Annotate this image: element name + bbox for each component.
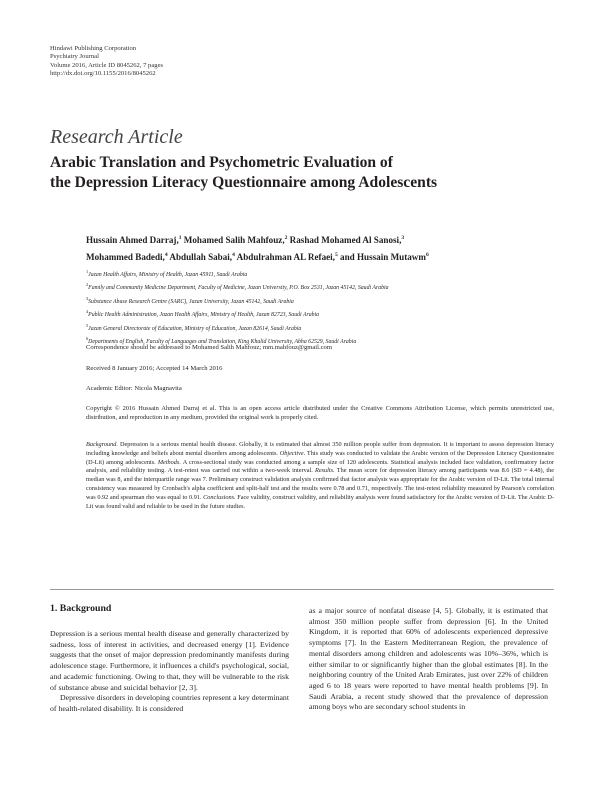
article-type: Research Article [50, 126, 183, 148]
affiliation: $^2$Family and Community Medicine Department, Faculty of Medicine, Jazan University, P.O. Box 2531, Jazan 45142, Saudi Arabia [86, 282, 389, 292]
section-heading: 1. Background [50, 603, 112, 614]
section-divider [50, 589, 554, 590]
volume-info: Volume 2016, Article ID 8045262, 7 pages [50, 61, 164, 69]
abstract-text: The mean score for depression literacy among participants was 8.6 (SD = 4.48), the median was 8, and the interquartile range was 7. Preliminary construct validation analysis confirmed that factor analysis was appropriate for the Arabic version of D-Lit. The total internal consistency was measured by Cronbach's alpha coefficient and split-half test and the results were 0.78 and 0.71, respectively. The test-retest reliability measured by Pearson's correlation was 0.92 and spearman rho was equal to 0.91. [86, 467, 555, 501]
academic-editor: Academic Editor: Nicola Magnavita [86, 385, 182, 392]
publisher: Hindawi Publishing Corporation [50, 45, 137, 52]
paragraph: Depression is a serious mental health disease and generally characterized by sadness, loss of interest in activities, and decreased energy [1]. Evidence suggests that the onset of major depression predominantly manifests during adolescence stage. Furthermore, it influences a child's psychological, social, and academic functioning. Owing to that, they will be vulnerable to the risk of substance abuse and suicidal behavior [2, 3]. [50, 629, 289, 692]
affiliation: $^3$Substance Abuse Research Centre (SARC), Jazan University, Jazan 45142, Saudi Arabia [86, 295, 294, 305]
author: Mohammed Badedi,$^4$ [86, 251, 168, 262]
abstract-text: Face validity, construct validity, and reliability analysis were found satisfactory for the Arabic version of D-Lit. The Arabic D-Lit was found valid and reliable to be used in the future studies. [86, 493, 555, 510]
title-line-1: Arabic Translation and Psychometric Evaluation of [50, 154, 393, 171]
affiliation: $^5$Jazan General Directorate of Education, Ministry of Education, Jazan 82614, Saudi Arabia [86, 322, 302, 332]
author-list [86, 231, 556, 264]
abstract-label: Objective. [279, 449, 306, 457]
abstract-label: Conclusions. [203, 493, 236, 501]
journal-name: Psychiatry Journal [50, 53, 99, 61]
author: Hussain Ahmed Darraj,$^1$ [86, 235, 182, 246]
affiliation: $^6$Departments of English, Faculty of Languages and Translation, King Khalid University, Abha 62529, Saudi Arabia [86, 336, 357, 346]
paragraph: Depressive disorders in developing countries represent a key determinant of health-related disability. It is considered [50, 693, 289, 713]
abstract-text: A cross-sectional study was conducted among a sample size of 120 adolescents. Statistical analysis included face validation, confirmatory factor analysis, and reliability testing. A test-retest was carried out within a two-week interval. [86, 458, 555, 475]
body-column-left [50, 629, 289, 715]
abstract-label: Background. [86, 441, 118, 448]
abstract-text: Depression is a serious mental health disease. Globally, it is estimated that almost 350 million people suffer from depression. It is important to assess depression literacy including knowledge and beliefs about mental disorders among adolescents. [86, 441, 554, 457]
doi-link[interactable]: http://dx.doi.org/10.1155/2016/8045262 [50, 70, 156, 78]
title-line-2: the Depression Literacy Questionnaire among Adolescents [50, 174, 438, 191]
author: and Hussain Mutawm$^6$ [340, 251, 429, 262]
abstract-text: This study was conducted to validate the Arabic version of the Depression Literacy Questionnaire (D-Lit) among adolescents. [86, 449, 555, 466]
abstract [86, 441, 554, 511]
abstract-label: Results. [315, 467, 335, 475]
affiliation: $^4$Public Health Administration, Jazan Health Affairs, Ministry of Health, Jazan 82723, Saudi Arabia [86, 309, 320, 319]
author: Mohamed Salih Mahfouz,$^2$ [183, 235, 288, 246]
correspondence: Correspondence should be addressed to Mohamed Salih Mahfouz; mm.mahfouz@gmail.com [86, 344, 332, 351]
affiliations [86, 267, 556, 348]
journal-info [50, 45, 350, 79]
copyright-notice: Copyright © 2016 Hussain Ahmed Darraj et al. This is an open access article distributed under the Creative Commons Attribution License, which permits unrestricted use, distribution, and reproduction in any medium, provided the original work is properly cited. [86, 405, 554, 421]
body-column-right [309, 606, 548, 713]
author: Abdulrahman AL Refaei,$^5$ [236, 251, 338, 262]
author: Rashad Mohamed Al Sanosi,$^3$ [289, 235, 405, 246]
received-dates: Received 8 January 2016; Accepted 14 March 2016 [86, 365, 223, 372]
abstract-label: Methods. [157, 458, 181, 466]
author: Abdullah Sabai,$^4$ [169, 251, 235, 262]
paragraph: as a major source of nonfatal disease [4, 5]. Globally, it is estimated that almost 350 million people suffer from depression [6]. In the United Kingdom, it is reported that 60% of adolescents experienced depressive symptoms [7]. In the Eastern Mediterranean Region, the prevalence of mental disorders among children and adolescents was 10%–36%, which is either similar to or significantly higher than the global estimates [8]. In the neighboring country of the United Arab Emirates, just over 22% of children aged 6 to 18 years were reported to have mental health problems [9]. In Saudi Arabia, a recent study showed that the prevalence of depression among boys who are secondary school students in [309, 606, 548, 712]
affiliation: $^1$Jazan Health Affairs, Ministry of Health, Jazan 45911, Saudi Arabia [86, 269, 248, 278]
paper-title [50, 153, 550, 193]
